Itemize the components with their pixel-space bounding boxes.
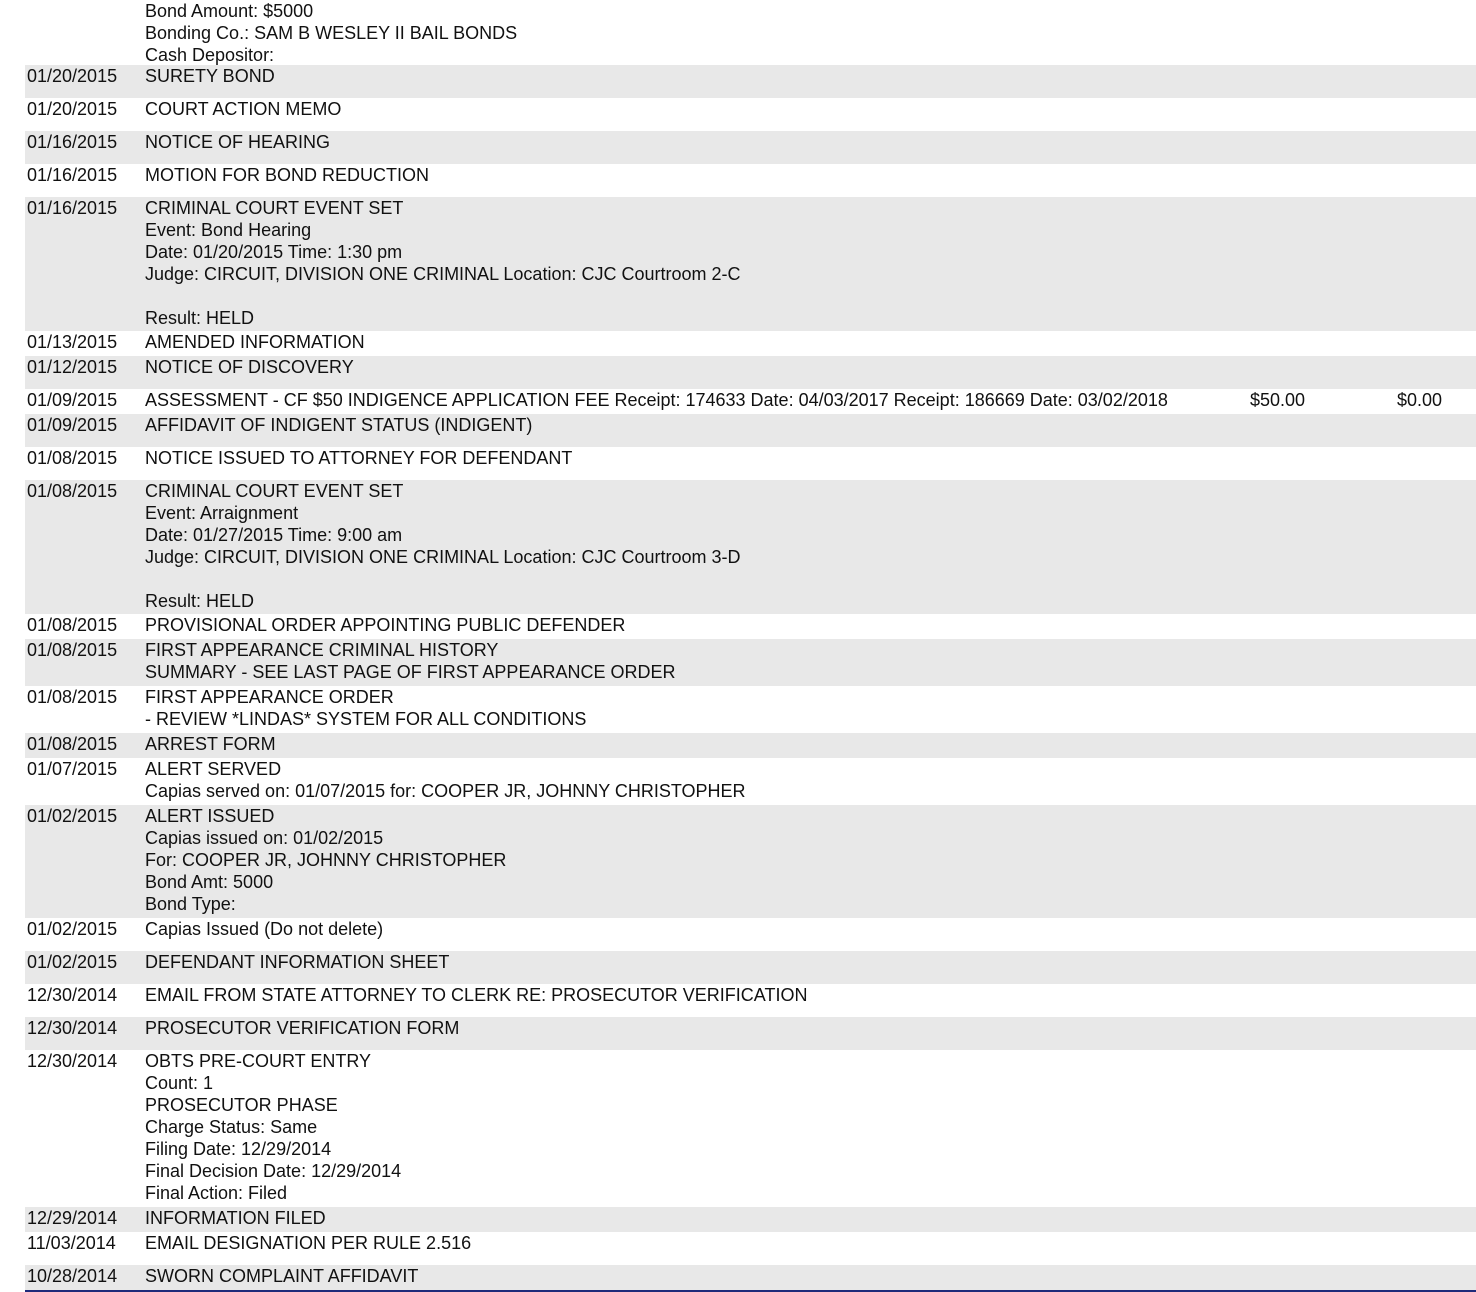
docket-description-line: NOTICE OF DISCOVERY <box>145 357 354 377</box>
docket-description <box>145 686 1476 730</box>
docket-description <box>145 480 1476 612</box>
docket-description-line: Bonding Co.: SAM B WESLEY II BAIL BONDS <box>145 23 518 43</box>
docket-entries-table <box>25 0 1476 1292</box>
docket-date: 01/16/2015 <box>27 165 118 185</box>
docket-row <box>25 686 1476 733</box>
docket-row <box>25 733 1476 758</box>
docket-description <box>145 197 1476 329</box>
docket-row <box>25 480 1476 614</box>
docket-date: 01/08/2015 <box>27 615 118 635</box>
docket-description <box>145 1017 1476 1039</box>
docket-description-line: SUMMARY - SEE LAST PAGE OF FIRST APPEARANCE ORDER <box>145 662 676 682</box>
docket-date: 01/20/2015 <box>27 66 118 86</box>
docket-date: 01/08/2015 <box>27 481 118 501</box>
docket-description <box>145 98 1476 120</box>
docket-row <box>25 614 1476 639</box>
docket-date: 01/13/2015 <box>27 332 118 352</box>
docket-description-line: AMENDED INFORMATION <box>145 332 365 352</box>
docket-description-line: EMAIL FROM STATE ATTORNEY TO CLERK RE: PROSECUTOR VERIFICATION <box>145 985 808 1005</box>
docket-description-line: Cash Depositor: <box>145 45 275 65</box>
docket-description-line: Date: 01/20/2015 Time: 1:30 pm <box>145 242 403 262</box>
docket-description-line: - REVIEW *LINDAS* SYSTEM FOR ALL CONDITIONS <box>145 709 587 729</box>
docket-date: 01/09/2015 <box>27 415 118 435</box>
docket-description <box>145 951 1476 973</box>
docket-date: 01/20/2015 <box>27 99 118 119</box>
docket-description-line: ALERT SERVED <box>145 759 282 779</box>
docket-description-line: Final Action: Filed <box>145 1183 288 1203</box>
docket-description-line: Judge: CIRCUIT, DIVISION ONE CRIMINAL Location: CJC Courtroom 2-C <box>145 264 741 284</box>
docket-description-line: PROSECUTOR PHASE <box>145 1095 338 1115</box>
docket-description-line: Date: 01/27/2015 Time: 9:00 am <box>145 525 403 545</box>
docket-description-line: AFFIDAVIT OF INDIGENT STATUS (INDIGENT) <box>145 415 533 435</box>
docket-row <box>25 65 1476 98</box>
docket-description-line: SURETY BOND <box>145 66 275 86</box>
docket-description <box>145 1232 1476 1254</box>
docket-description-line: Event: Arraignment <box>145 503 299 523</box>
docket-date: 01/12/2015 <box>27 357 118 377</box>
docket-description <box>145 758 1476 802</box>
docket-description-line: Capias Issued (Do not delete) <box>145 919 384 939</box>
docket-row <box>25 805 1476 918</box>
docket-description <box>145 131 1476 153</box>
docket-description-line <box>145 568 1476 590</box>
docket-description <box>145 65 1476 87</box>
docket-description-line: Bond Amount: $5000 <box>145 1 314 21</box>
docket-description <box>145 1207 1476 1229</box>
docket-description <box>145 414 1476 436</box>
docket-date: 01/08/2015 <box>27 448 118 468</box>
docket-row <box>25 356 1476 389</box>
docket-description-line: CRIMINAL COURT EVENT SET <box>145 481 404 501</box>
docket-row <box>25 951 1476 984</box>
docket-row <box>25 1265 1476 1292</box>
docket-description <box>145 1265 1476 1287</box>
docket-description-line: FIRST APPEARANCE CRIMINAL HISTORY <box>145 640 499 660</box>
docket-description-line: Bond Amt: 5000 <box>145 872 274 892</box>
docket-description-line: Final Decision Date: 12/29/2014 <box>145 1161 402 1181</box>
docket-description <box>145 805 1476 915</box>
docket-description-line: NOTICE ISSUED TO ATTORNEY FOR DEFENDANT <box>145 448 573 468</box>
docket-date: 01/09/2015 <box>27 390 118 410</box>
docket-row <box>25 1050 1476 1207</box>
docket-row <box>25 1232 1476 1265</box>
docket-description <box>145 164 1476 186</box>
docket-description-line <box>145 285 1476 307</box>
docket-description-line: Judge: CIRCUIT, DIVISION ONE CRIMINAL Location: CJC Courtroom 3-D <box>145 547 741 567</box>
docket-date: 12/29/2014 <box>27 1208 118 1228</box>
docket-date: 12/30/2014 <box>27 1018 118 1038</box>
docket-date: 12/30/2014 <box>27 985 118 1005</box>
docket-date: 01/07/2015 <box>27 759 118 779</box>
docket-description <box>145 356 1476 378</box>
docket-description-line: Event: Bond Hearing <box>145 220 312 240</box>
docket-description <box>145 984 1476 1006</box>
docket-row <box>25 131 1476 164</box>
docket-date: 01/08/2015 <box>27 687 118 707</box>
docket-description-line: Bond Type: <box>145 894 236 914</box>
docket-description-line: PROVISIONAL ORDER APPOINTING PUBLIC DEFENDER <box>145 615 626 635</box>
docket-description <box>145 331 1476 353</box>
docket-balance: $0.00 <box>1397 390 1443 410</box>
docket-description <box>145 918 1476 940</box>
docket-date: 01/16/2015 <box>27 198 118 218</box>
docket-description-line: For: COOPER JR, JOHNNY CHRISTOPHER <box>145 850 507 870</box>
docket-row <box>25 197 1476 331</box>
docket-description-line: Filing Date: 12/29/2014 <box>145 1139 332 1159</box>
docket-row <box>25 331 1476 356</box>
docket-row <box>25 0 1476 65</box>
docket-row <box>25 447 1476 480</box>
docket-description-line: Capias served on: 01/07/2015 for: COOPER JR, JOHNNY CHRISTOPHER <box>145 781 746 801</box>
docket-description-line: OBTS PRE-COURT ENTRY <box>145 1051 372 1071</box>
docket-description-line: Count: 1 <box>145 1073 214 1093</box>
docket-description <box>145 733 1476 755</box>
docket-description-line: INFORMATION FILED <box>145 1208 326 1228</box>
docket-row <box>25 98 1476 131</box>
docket-description-line: ASSESSMENT - CF $50 INDIGENCE APPLICATION FEE Receipt: 174633 Date: 04/03/2017 Receipt: 186669 Date: 03/02/2018 <box>145 390 1168 410</box>
docket-description-line: DEFENDANT INFORMATION SHEET <box>145 952 450 972</box>
docket-description-line: ARREST FORM <box>145 734 276 754</box>
docket-description-line: EMAIL DESIGNATION PER RULE 2.516 <box>145 1233 472 1253</box>
docket-date: 11/03/2014 <box>27 1233 116 1253</box>
docket-row <box>25 918 1476 951</box>
docket-amount: $50.00 <box>1250 390 1306 410</box>
docket-description <box>145 1050 1476 1204</box>
docket-row <box>25 639 1476 686</box>
docket-description <box>145 0 1476 66</box>
docket-description-line: MOTION FOR BOND REDUCTION <box>145 165 429 185</box>
docket-description-line: Result: HELD <box>145 591 255 611</box>
docket-row <box>25 758 1476 805</box>
docket-description <box>145 447 1476 469</box>
docket-date: 01/08/2015 <box>27 640 118 660</box>
docket-description-line: Charge Status: Same <box>145 1117 318 1137</box>
docket-date: 01/02/2015 <box>27 806 118 826</box>
docket-description-line: ALERT ISSUED <box>145 806 275 826</box>
docket-row <box>25 164 1476 197</box>
docket-date: 12/30/2014 <box>27 1051 118 1071</box>
docket-row <box>25 389 1476 414</box>
docket-date: 01/08/2015 <box>27 734 118 754</box>
docket-row <box>25 1207 1476 1232</box>
docket-description-line: NOTICE OF HEARING <box>145 132 331 152</box>
docket-date: 01/02/2015 <box>27 952 118 972</box>
docket-description-line: SWORN COMPLAINT AFFIDAVIT <box>145 1266 419 1286</box>
docket-row <box>25 1017 1476 1050</box>
docket-description <box>145 614 1476 636</box>
docket-date: 01/02/2015 <box>27 919 118 939</box>
docket-row <box>25 984 1476 1017</box>
docket-date: 01/16/2015 <box>27 132 118 152</box>
docket-description-line: CRIMINAL COURT EVENT SET <box>145 198 404 218</box>
docket-description-line: Capias issued on: 01/02/2015 <box>145 828 384 848</box>
docket-description-line: FIRST APPEARANCE ORDER <box>145 687 394 707</box>
docket-date: 10/28/2014 <box>27 1266 118 1286</box>
docket-description-line: COURT ACTION MEMO <box>145 99 342 119</box>
docket-row <box>25 414 1476 447</box>
docket-description-line: Result: HELD <box>145 308 255 328</box>
docket-description-line: PROSECUTOR VERIFICATION FORM <box>145 1018 460 1038</box>
docket-description <box>145 639 1476 683</box>
